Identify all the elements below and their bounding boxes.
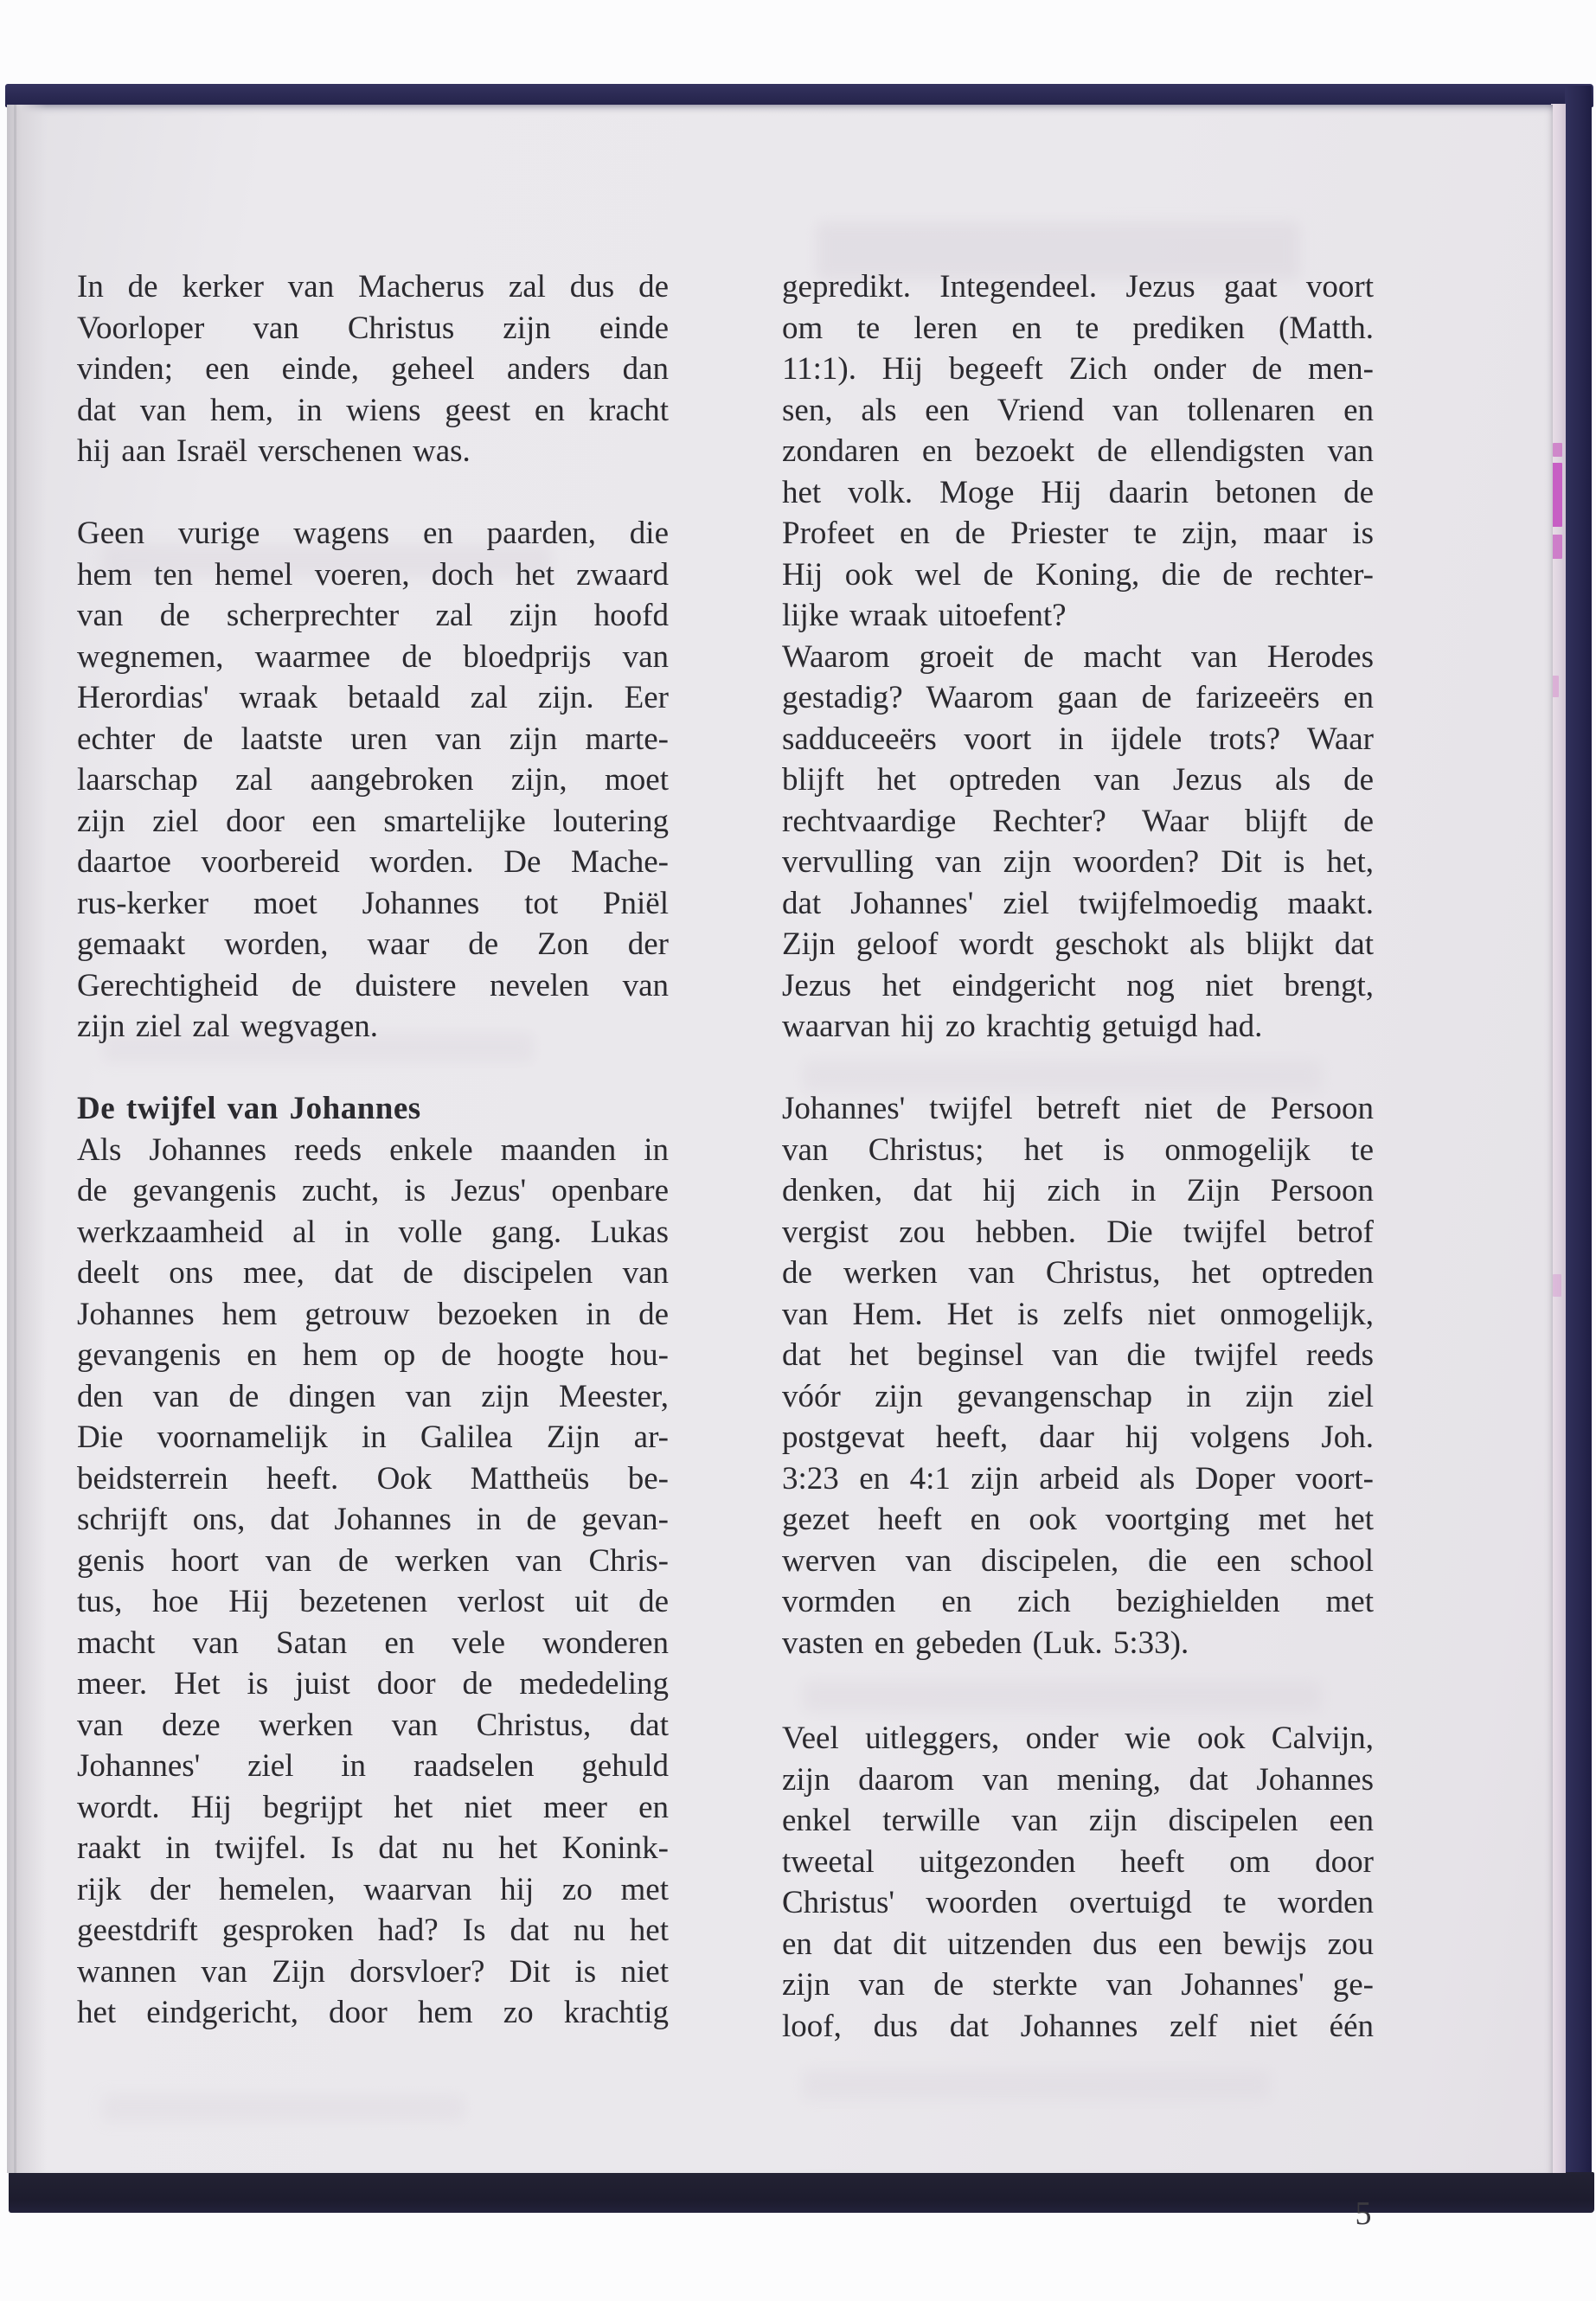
highlight-mark [1552,535,1562,559]
text-line: gevangenis en hem op de hoogte hou- [77,1337,669,1373]
text-line: waarvan hij zo krachtig getuigd had. [782,1009,1263,1044]
text-line: meer. Het is juist door de mededeling [77,1666,669,1702]
text-line: Voorloper van Christus zijn einde [77,310,669,346]
text-line: vóór zijn gevangenschap in zijn ziel [782,1378,1374,1414]
text-line: loof, dus dat Johannes zelf niet één [782,2008,1374,2044]
page-edge-line [14,105,16,2173]
text-line: Johannes hem getrouw bezoeken in de [77,1296,669,1332]
text-line: Profeet en de Priester te zijn, maar is [782,516,1374,551]
paragraph [782,1088,1374,1663]
text-line: wannen van Zijn dorsvloer? Dit is niet [77,1953,669,1990]
text-line: dat het beginsel van die twijfel reeds [782,1337,1374,1373]
text-line: werkzaamheid al in volle gang. Lukas [77,1214,669,1250]
text-line: om te leren en te prediken (Matth. [782,310,1374,346]
text-line: hij aan Israël verschenen was. [77,433,471,469]
text-line: dat Johannes' ziel twijfelmoedig maakt. [782,885,1374,921]
text-line: tweetal uitgezonden heeft om door [782,1843,1374,1880]
bleed-through-smudge [102,2094,465,2122]
text-line: tus, hoe Hij bezetenen verlost uit de [77,1584,669,1619]
text-line: gepredikt. Integendeel. Jezus gaat voort [782,269,1374,304]
text-line: gezet heeft en ook voortging met het [782,1502,1374,1537]
highlight-mark [1553,1274,1561,1297]
text-line: Christus' woorden overtuigd te worden [782,1885,1374,1920]
text-column-left [77,266,669,2034]
text-line: raakt in twijfel. Is dat nu het Konink- [77,1830,669,1866]
text-line: zondaren en bezoekt de ellendigsten van [782,433,1374,469]
text-line: van Christus; het is onmogelijk te [782,1131,1374,1168]
paragraph [77,1130,669,2034]
page-gutter-shadow [7,105,47,2173]
text-line: beidsterrein heeft. Ook Mattheüs be- [77,1460,669,1497]
text-line: wordt. Hij begrijpt het niet meer en [77,1789,669,1825]
text-line: Johannes' ziel in raadselen gehuld [77,1748,669,1784]
text-line: werven van discipelen, die een school [782,1542,1374,1579]
text-line: het eindgericht, door hem zo krachtig [77,1995,669,2030]
text-line: lijke wraak uitoefent? [782,598,1067,633]
text-line: het volk. Moge Hij daarin betonen de [782,474,1374,510]
book-cover-top-edge [5,84,1593,107]
text-line: van de scherprechter zal zijn hoofd [77,598,669,633]
text-line: rus-kerker moet Johannes tot Pniël [77,885,669,921]
text-line: van Hem. Het is zelfs niet onmogelijk, [782,1296,1374,1332]
text-line: genis hoort van de werken van Chris- [77,1542,669,1579]
paragraph [782,266,1374,637]
text-line: de gevangenis zucht, is Jezus' openbare [77,1173,669,1208]
paragraph [77,266,669,472]
text-line: Johannes' twijfel betreft niet de Persoon [782,1091,1374,1126]
text-line: vergist zou hebben. Die twijfel betrof [782,1214,1374,1250]
paragraph [77,513,669,1048]
text-line: de werken van Christus, het optreden [782,1255,1374,1291]
text-line: macht van Satan en vele wonderen [77,1625,669,1661]
text-line: 3:23 en 4:1 zijn arbeid als Doper voort- [782,1460,1374,1497]
paragraph [782,637,1374,1048]
text-column-right [782,266,1374,2047]
page-stack-edge [1551,104,1566,2173]
text-line: den van de dingen van zijn Meester, [77,1378,669,1414]
text-line: vasten en gebeden (Luk. 5:33). [782,1625,1189,1661]
book-cover-right-edge [1565,86,1592,2212]
text-line: vinden; een einde, geheel anders dan [77,351,669,387]
text-line: Waarom groeit de macht van Herodes [782,638,1374,675]
text-line: Veel uitleggers, onder wie ook Calvijn, [782,1721,1374,1756]
text-line: enkel terwille van zijn discipelen een [782,1803,1374,1838]
text-line: Als Johannes reeds enkele maanden in [77,1131,669,1168]
text-line: blijft het optreden van Jezus als de [782,762,1374,798]
section-heading-block [77,1088,669,1130]
text-line: denken, dat hij zich in Zijn Persoon [782,1173,1374,1208]
bleed-through-smudge [803,2070,1270,2099]
text-line: en dat dit uitzenden dus een bewijs zou [782,1926,1374,1962]
paragraph [782,1718,1374,2047]
text-line: vervulling van zijn woorden? Dit is het, [782,844,1374,880]
text-line: Gerechtigheid de duistere nevelen van [77,967,669,1003]
text-line: wegnemen, waarmee de bloedprijs van [77,638,669,675]
text-line: sadduceeërs voort in ijdele trots? Waar [782,721,1374,757]
text-line: gestadig? Waarom gaan de farizeeërs en [782,680,1374,715]
text-line: zijn ziel zal wegvagen. [77,1009,378,1044]
text-line: dat van hem, in wiens geest en kracht [77,392,669,428]
text-line: zijn daarom van mening, dat Johannes [782,1761,1374,1798]
text-line: Herordias' wraak betaald zal zijn. Eer [77,680,669,715]
text-line: Zijn geloof wordt geschokt als blijkt dat [782,926,1374,962]
text-line: hem ten hemel voeren, doch het zwaard [77,556,669,593]
text-line: schrijft ons, dat Johannes in de gevan- [77,1502,669,1537]
text-line: echter de laatste uren van zijn marte- [77,721,669,757]
text-line: rijk der hemelen, waarvan hij zo met [77,1871,669,1907]
scanned-page [7,105,1553,2232]
text-line: zijn ziel door een smartelijke loutering [77,803,669,839]
highlight-mark [1553,443,1562,457]
text-line: Die voornamelijk in Galilea Zijn ar- [77,1420,669,1455]
text-line: van deze werken van Christus, dat [77,1707,669,1743]
page-number: 5 [1355,2195,1372,2232]
text-line: Jezus het eindgericht nog niet brengt, [782,967,1374,1003]
text-line: vormden en zich bezighielden met [782,1584,1374,1619]
text-line: zijn van de sterkte van Johannes' ge- [782,1967,1374,2003]
text-line: geestdrift gesproken had? Is dat nu het [77,1913,669,1948]
text-line: rechtvaardige Rechter? Waar blijft de [782,803,1374,839]
text-line: laarschap zal aangebroken zijn, moet [77,762,669,798]
text-line: deelt ons mee, dat de discipelen van [77,1255,669,1291]
text-line: Geen vurige wagens en paarden, die [77,516,669,551]
text-line: daartoe voorbereid worden. De Mache- [77,844,669,880]
section-heading: De twijfel van Johannes [77,1091,421,1126]
text-line: 11:1). Hij begeeft Zich onder de men- [782,351,1374,387]
text-line: postgevat heeft, daar hij volgens Joh. [782,1420,1374,1455]
text-line: sen, als een Vriend van tollenaren en [782,392,1374,428]
text-line: In de kerker van Macherus zal dus de [77,269,669,304]
text-line: Hij ook wel de Koning, die de rechter- [782,556,1374,593]
text-line: gemaakt worden, waar de Zon der [77,926,669,962]
